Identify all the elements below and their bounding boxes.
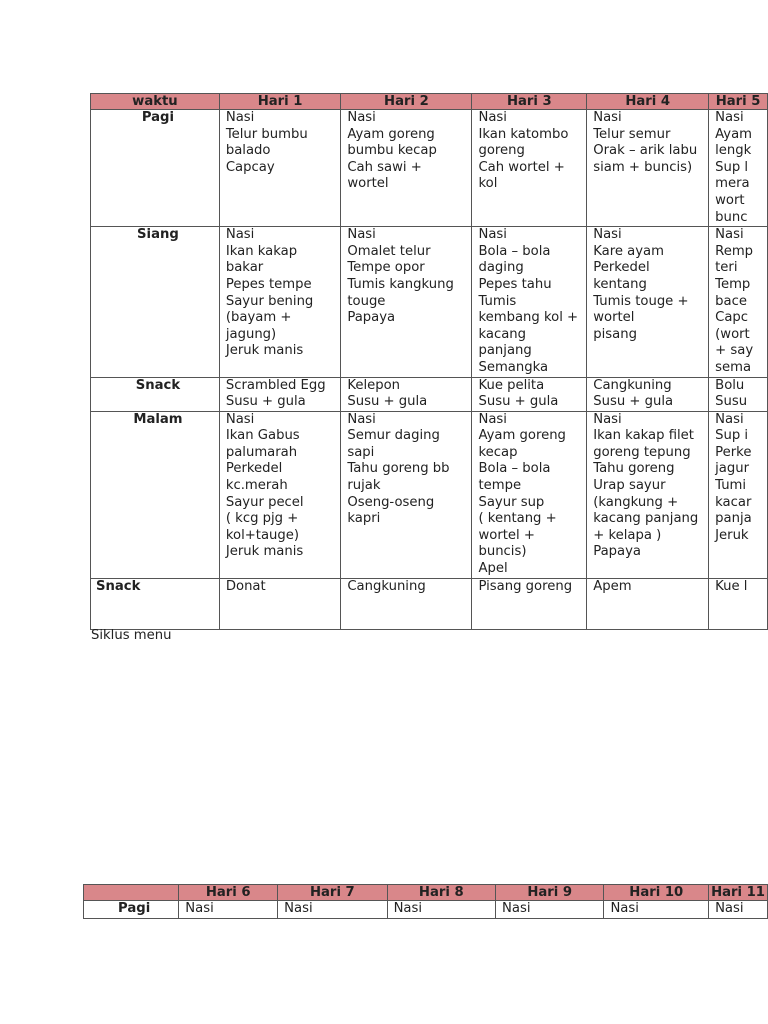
table-row-snack-2 [91,578,768,629]
table-row-snack-1 [91,377,768,411]
table-cell: Scrambled Egg Susu + gula [219,377,341,411]
table-cell: Nasi [387,901,495,919]
table-cell: Nasi [604,901,709,919]
table-cell: Nasi Omalet telur Tempe opor Tumis kangkung touge Papaya [341,227,472,377]
header-hari-10: Hari 10 [604,885,709,901]
header-hari-3: Hari 3 [472,94,587,110]
table-cell: Nasi [496,901,604,919]
row-label-pagi: Pagi [84,901,179,919]
row-label-siang: Siang [91,227,220,377]
table-cell: Nasi [709,901,768,919]
header-empty [84,885,179,901]
table-cell: Cangkuning [341,578,472,629]
header-hari-5: Hari 5 [709,94,768,110]
table-cell: Nasi Ikan katombo goreng Cah wortel + kol [472,110,587,227]
table-cell: Cangkuning Susu + gula [587,377,709,411]
header-hari-1: Hari 1 [219,94,341,110]
table-cell: Nasi Ikan Gabus palumarah Perkedel kc.merah Sayur pecel ( kcg pjg + kol+tauge) Jeruk manis [219,411,341,578]
menu-cycle-table-1 [90,93,768,630]
table-cell: Nasi Kare ayam Perkedel kentang Tumis touge + wortel pisang [587,227,709,377]
table-cell: Nasi Telur semur Orak – arik labu siam + buncis) [587,110,709,227]
table-cell: Nasi Semur daging sapi Tahu goreng bb rujak Oseng-oseng kapri [341,411,472,578]
table-cell: Nasi Telur bumbu balado Capcay [219,110,341,227]
header-hari-2: Hari 2 [341,94,472,110]
table-cell: Donat [219,578,341,629]
header-hari-7: Hari 7 [278,885,387,901]
table-header-row [91,94,768,110]
header-hari-6: Hari 6 [179,885,278,901]
table-row-pagi [91,110,768,227]
table-cell: Nasi Ikan kakap bakar Pepes tempe Sayur bening (bayam + jagung) Jeruk manis [219,227,341,377]
header-hari-9: Hari 9 [496,885,604,901]
table-cell: Kelepon Susu + gula [341,377,472,411]
table-cell: Kue l [709,578,768,629]
header-hari-8: Hari 8 [387,885,495,901]
table-header-row [84,885,768,901]
table-cell: Nasi Ayam goreng kecap Bola – bola tempe Sayur sup ( kentang + wortel + buncis) Apel [472,411,587,578]
table-row-malam [91,411,768,578]
table-row-siang [91,227,768,377]
table-cell: Nasi Ayam lengk Sup l mera wort bunc [709,110,768,227]
table-cell: Apem [587,578,709,629]
table-caption: Siklus menu [91,628,172,643]
table-cell: Nasi Ikan kakap filet goreng tepung Tahu goreng Urap sayur (kangkung + kacang panjang + kelapa ) Papaya [587,411,709,578]
table-cell: Nasi Bola – bola daging Pepes tahu Tumis kembang kol + kacang panjang Semangka [472,227,587,377]
table-cell: Bolu Susu [709,377,768,411]
table-cell: Pisang goreng [472,578,587,629]
table-cell: Nasi [278,901,387,919]
table-cell: Nasi [179,901,278,919]
menu-cycle-table-2 [83,884,768,919]
row-label-pagi: Pagi [91,110,220,227]
table-row-pagi [84,901,768,919]
header-hari-4: Hari 4 [587,94,709,110]
table-cell: Nasi Ayam goreng bumbu kecap Cah sawi + wortel [341,110,472,227]
row-label-malam: Malam [91,411,220,578]
table-cell: Kue pelita Susu + gula [472,377,587,411]
row-label-snack: Snack [91,578,220,629]
table-cell: Nasi Sup i Perke jagur Tumi kacar panja Jeruk [709,411,768,578]
row-label-snack: Snack [91,377,220,411]
table-cell: Nasi Remp teri Temp bace Capc (wort + say sema [709,227,768,377]
header-waktu: waktu [91,94,220,110]
header-hari-11: Hari 11 [709,885,768,901]
